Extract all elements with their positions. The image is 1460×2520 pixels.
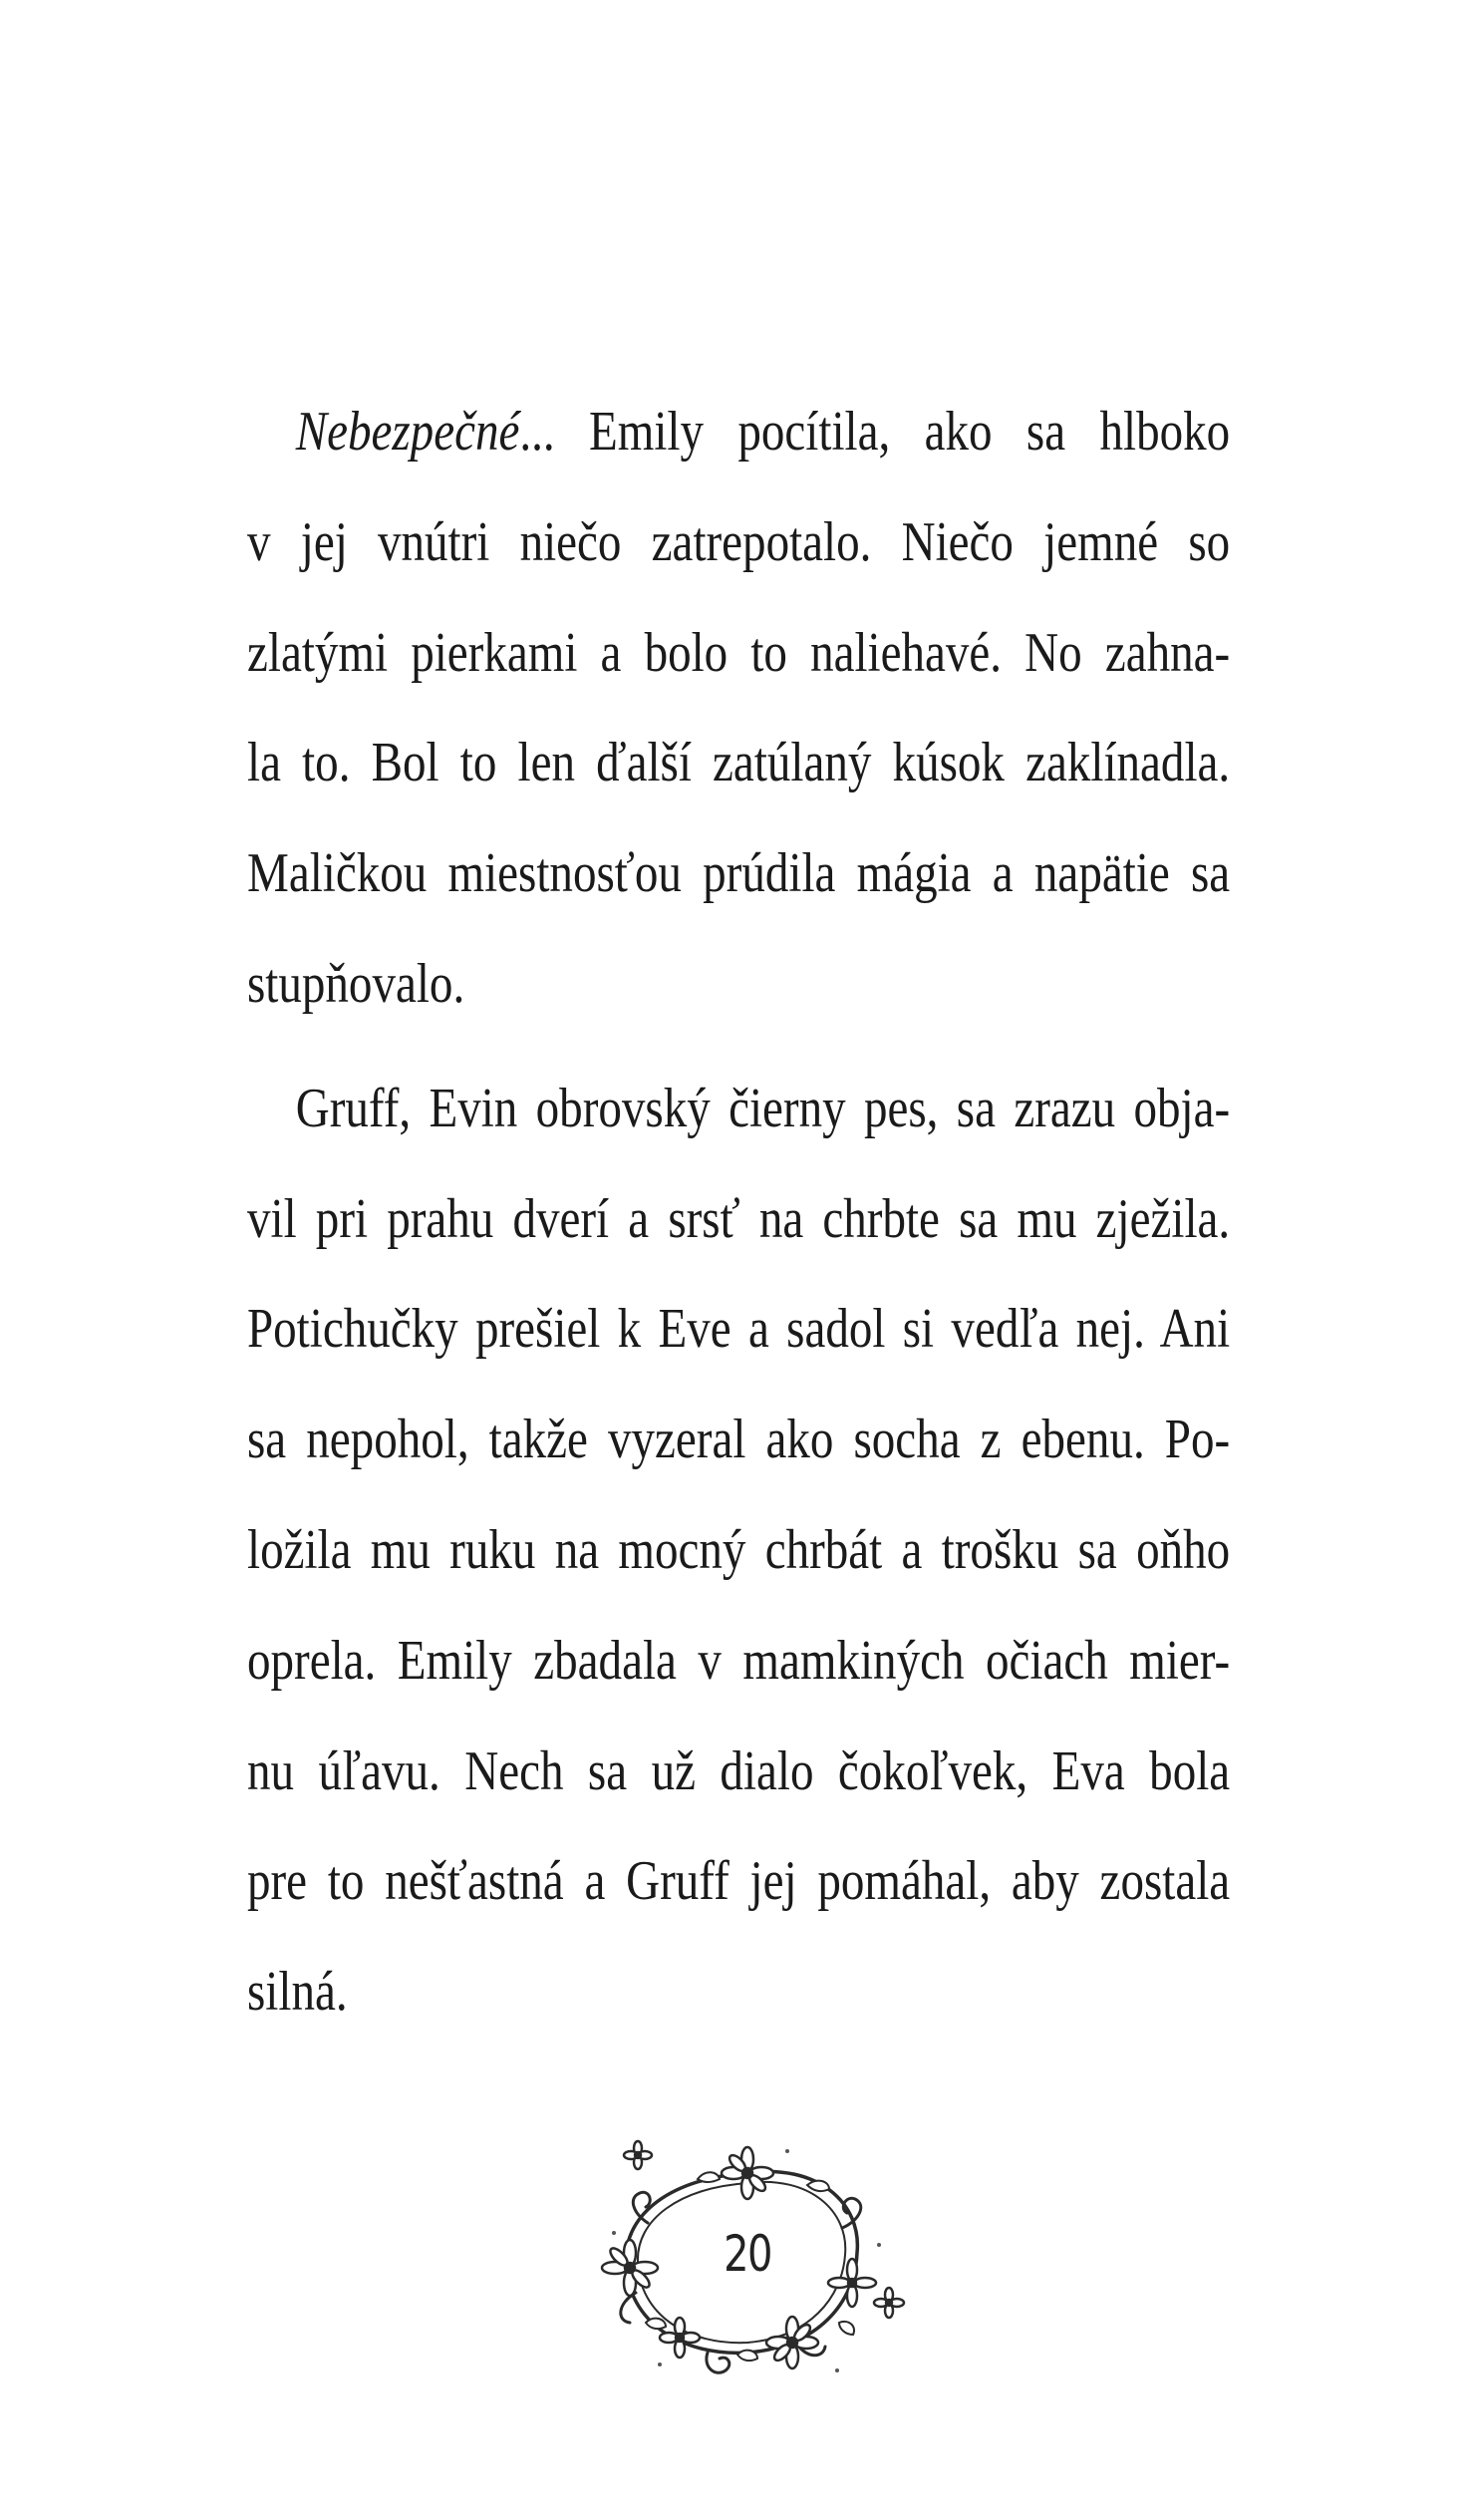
text-line: nu úľavu. Nech sa už dialo čokoľvek, Eva bola bbox=[247, 1739, 1231, 1802]
text-line: la to. Bol to len ďalší zatúlaný kúsok zaklínadla. bbox=[247, 732, 1231, 794]
page-folio bbox=[588, 2133, 907, 2392]
text-line: Maličkou miestnosťou prúdila mágia a napätie sa bbox=[247, 842, 1231, 905]
text-line: zlatými pierkami a bolo to naliehavé. No zahna- bbox=[247, 621, 1231, 684]
text-line: stupňovalo. bbox=[247, 952, 465, 1015]
text-line-content: ... Emily pocítila, ako sa hlboko bbox=[519, 401, 1231, 463]
text-line: silná. bbox=[247, 1961, 348, 2024]
page-number: 20 bbox=[724, 2225, 771, 2283]
text-line: v jej vnútri niečo zatrepotalo. Niečo jemné so bbox=[247, 510, 1231, 573]
text-line: ložila mu ruku na mocný chrbát a trošku sa oňho bbox=[247, 1518, 1231, 1581]
text-line: Potichučky prešiel k Eve a sadol si vedľa nej. Ani bbox=[247, 1298, 1231, 1361]
paragraph-1 bbox=[247, 377, 1230, 1040]
text-line: oprela. Emily zbadala v mamkiných očiach mier- bbox=[247, 1629, 1231, 1692]
text-line: vil pri prahu dverí a srsť na chrbte sa mu zježila. bbox=[247, 1187, 1231, 1250]
text-line bbox=[247, 377, 1230, 487]
text-line: Gruff, Evin obrovský čierny pes, sa zrazu obja- bbox=[295, 1077, 1231, 1139]
paragraph-spacer bbox=[247, 1040, 1230, 1054]
text-line: sa nepohol, takže vyzeral ako socha z ebenu. Po- bbox=[247, 1409, 1231, 1471]
italic-word: Nebezpečné bbox=[295, 401, 520, 463]
text-line: pre to nešťastná a Gruff jej pomáhal, aby zostala bbox=[247, 1850, 1231, 1913]
paragraph-2 bbox=[247, 1054, 1230, 2048]
body-text bbox=[247, 377, 1230, 2048]
